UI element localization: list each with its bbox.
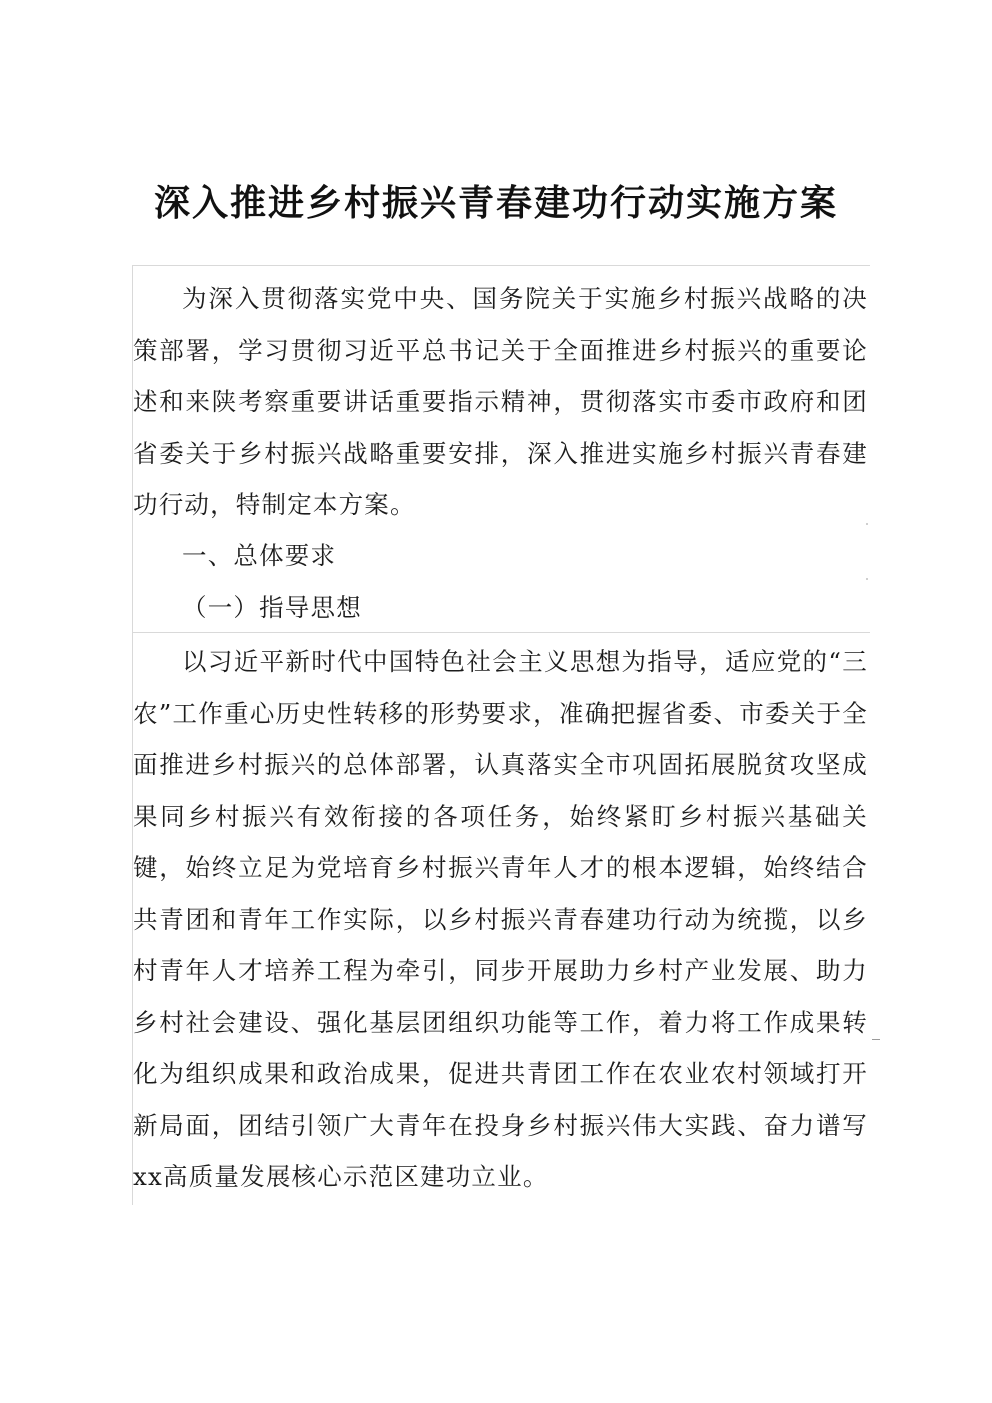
- boundary-mark: [872, 1039, 880, 1040]
- guiding-paragraph: 以习近平新时代中国特色社会主义思想为指导，适应党的“三农”工作重心历史性转移的形势要求，准确把握省委、市委关于全面推进乡村振兴的总体部署，认真落实全市巩固拓展脱贫攻坚成果同乡村振兴有效衔接的各项任务，始终紧盯乡村振兴基础关键，始终立足为党培育乡村振兴青年人才的根本逻辑，始终结合共青团和青年工作实际，以乡村振兴青春建功行动为统揽，以乡村青年人才培养工程为牵引，同步开展助力乡村产业发展、助力乡村社会建设、强化基层团组织功能等工作，着力将工作成果转化为组织成果和政治成果，促进共青团工作在农业农村领域打开新局面，团结引领广大青年在投身乡村振兴伟大实践、奋力谱写xx高质量发展核心示范区建功立业。: [133, 647, 868, 1191]
- document-title: 深入推进乡村振兴青春建功行动实施方案: [153, 183, 838, 224]
- text-boundary-guide: [132, 265, 870, 266]
- subsection-heading: （一）指导思想: [182, 593, 362, 622]
- section-heading: 一、总体要求: [182, 541, 337, 570]
- intro-paragraph: 为深入贯彻落实党中央、国务院关于实施乡村振兴战略的决策部署，学习贯彻习近平总书记关于全面推进乡村振兴的重要论述和来陕考察重要讲话重要指示精神，贯彻落实市委市政府和团省委关于乡村振兴战略重要安排，深入推进实施乡村振兴青春建功行动，特制定本方案。: [133, 284, 868, 519]
